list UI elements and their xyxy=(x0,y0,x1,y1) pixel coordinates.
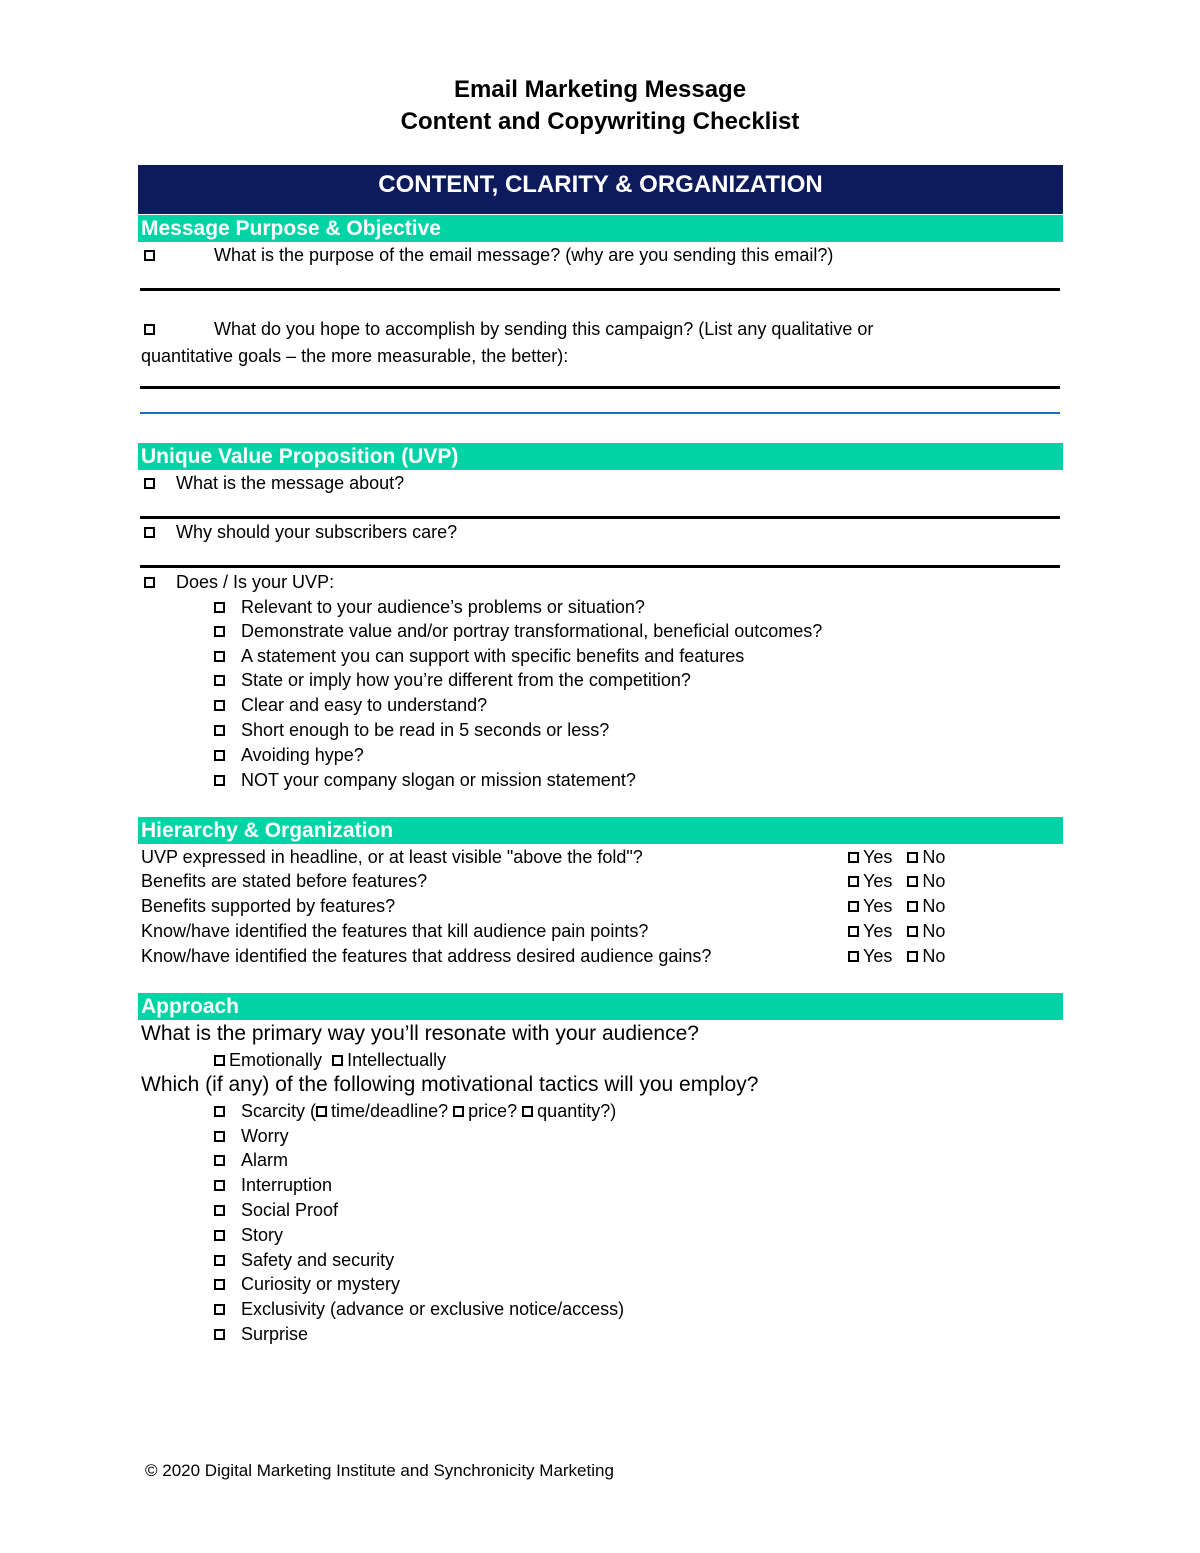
purpose-q2-item xyxy=(144,317,873,341)
checkbox[interactable] xyxy=(144,527,155,538)
uvp-subitem xyxy=(214,743,364,767)
answer-line xyxy=(140,288,1060,291)
uvp-heading: Unique Value Proposition (UVP) xyxy=(138,443,1063,470)
checkbox[interactable] xyxy=(214,725,225,736)
uvp-subitem xyxy=(214,644,744,668)
section-banner: CONTENT, CLARITY & ORGANIZATION xyxy=(138,165,1063,214)
option-intellectually: Intellectually xyxy=(347,1050,447,1070)
approach-q1-text: What is the primary way you’ll resonate with your audience? xyxy=(141,1022,699,1045)
tactic-item xyxy=(214,1124,289,1148)
uvp-subitem xyxy=(214,668,691,692)
hierarchy-row-text: Benefits supported by features? xyxy=(141,896,396,916)
checkbox[interactable] xyxy=(453,1106,464,1117)
yes-checkbox[interactable] xyxy=(848,852,859,863)
yes-checkbox[interactable] xyxy=(848,951,859,962)
hierarchy-row-text: Know/have identified the features that address desired audience gains? xyxy=(141,946,712,966)
hierarchy-row-text: Benefits are stated before features? xyxy=(141,871,428,891)
uvp-q3-item xyxy=(144,570,334,594)
yes-label: Yes xyxy=(863,871,893,891)
checkbox[interactable] xyxy=(144,324,155,335)
document-title-line1: Email Marketing Message xyxy=(453,76,747,103)
checkbox[interactable] xyxy=(316,1106,327,1117)
tactic-item xyxy=(214,1248,394,1272)
tactic-item xyxy=(214,1322,308,1346)
checkbox[interactable] xyxy=(214,1131,225,1142)
uvp-q3-text: Does / Is your UVP: xyxy=(176,572,335,592)
uvp-subitem xyxy=(214,693,487,717)
document-title-line2: Content and Copywriting Checklist xyxy=(400,108,800,135)
uvp-q2-text: Why should your subscribers care? xyxy=(176,522,458,542)
uvp-subitem xyxy=(214,768,636,792)
checkbox[interactable] xyxy=(214,626,225,637)
tactic-text: Surprise xyxy=(241,1324,309,1344)
yes-checkbox[interactable] xyxy=(848,901,859,912)
tactic-text: Alarm xyxy=(241,1150,289,1170)
hierarchy-heading: Hierarchy & Organization xyxy=(138,817,1063,844)
checkbox[interactable] xyxy=(332,1055,343,1066)
no-label: No xyxy=(922,896,946,916)
yes-checkbox[interactable] xyxy=(848,926,859,937)
checkbox[interactable] xyxy=(214,1055,225,1066)
uvp-subitem-text: Demonstrate value and/or portray transformational, beneficial outcomes? xyxy=(241,621,823,641)
purpose-heading: Message Purpose & Objective xyxy=(138,215,1063,242)
blue-separator xyxy=(140,412,1060,414)
tactic-text: Safety and security xyxy=(241,1250,395,1270)
checkbox[interactable] xyxy=(214,1106,225,1117)
tactic-item-scarcity xyxy=(214,1099,616,1123)
uvp-subitem xyxy=(214,595,645,619)
approach-q2-text: Which (if any) of the following motivational tactics will you employ? xyxy=(141,1073,759,1096)
no-checkbox[interactable] xyxy=(907,852,918,863)
checkbox[interactable] xyxy=(214,1155,225,1166)
checkbox[interactable] xyxy=(214,602,225,613)
checkbox[interactable] xyxy=(522,1106,533,1117)
tactic-item xyxy=(214,1223,283,1247)
checkbox[interactable] xyxy=(214,1255,225,1266)
answer-line xyxy=(140,516,1060,519)
uvp-subitem xyxy=(214,718,609,742)
purpose-q2-text: What do you hope to accomplish by sending this campaign? (List any qualitative or xyxy=(214,319,874,339)
uvp-q1-text: What is the message about? xyxy=(176,473,405,493)
purpose-q1-item xyxy=(144,243,833,267)
uvp-q1-item xyxy=(144,471,404,495)
uvp-subitem-text: NOT your company slogan or mission statement? xyxy=(241,770,636,790)
purpose-q2-text-cont: quantitative goals – the more measurable, the better): xyxy=(141,346,569,366)
checkbox[interactable] xyxy=(214,1205,225,1216)
yes-checkbox[interactable] xyxy=(848,876,859,887)
checkbox[interactable] xyxy=(214,651,225,662)
tactic-item xyxy=(214,1297,624,1321)
uvp-subitem-text: Short enough to be read in 5 seconds or less? xyxy=(241,720,610,740)
scarcity-option-text: time/deadline? xyxy=(331,1101,449,1121)
checkbox[interactable] xyxy=(214,1304,225,1315)
checkbox[interactable] xyxy=(214,700,225,711)
checkbox[interactable] xyxy=(214,750,225,761)
uvp-subitem xyxy=(214,619,822,643)
tactic-text: Curiosity or mystery xyxy=(241,1274,401,1294)
checkbox[interactable] xyxy=(214,1180,225,1191)
uvp-subitem-text: State or imply how you’re different from the competition? xyxy=(241,670,691,690)
yes-no-choice xyxy=(848,894,945,918)
uvp-subitem-text: Clear and easy to understand? xyxy=(241,695,488,715)
yes-no-choice xyxy=(848,869,945,893)
no-checkbox[interactable] xyxy=(907,901,918,912)
yes-label: Yes xyxy=(863,896,893,916)
no-label: No xyxy=(922,871,946,891)
checkbox[interactable] xyxy=(214,1230,225,1241)
answer-line xyxy=(140,386,1060,389)
yes-label: Yes xyxy=(863,921,893,941)
yes-no-choice xyxy=(848,845,945,869)
scarcity-option-text: price? xyxy=(468,1101,518,1121)
no-checkbox[interactable] xyxy=(907,951,918,962)
uvp-subitem-text: Avoiding hype? xyxy=(241,745,364,765)
answer-line xyxy=(140,565,1060,568)
tactic-item xyxy=(214,1272,400,1296)
checkbox[interactable] xyxy=(214,1279,225,1290)
uvp-subitem-text: A statement you can support with specific benefits and features xyxy=(241,646,745,666)
checkbox[interactable] xyxy=(214,675,225,686)
yes-label: Yes xyxy=(863,946,893,966)
no-label: No xyxy=(922,847,946,867)
tactic-item xyxy=(214,1173,332,1197)
uvp-q2-item xyxy=(144,520,457,544)
tactic-item xyxy=(214,1148,288,1172)
tactic-text: Worry xyxy=(241,1126,289,1146)
no-checkbox[interactable] xyxy=(907,926,918,937)
scarcity-option-text: quantity?) xyxy=(537,1101,617,1121)
purpose-q1-text: What is the purpose of the email message? (why are you sending this email?) xyxy=(214,245,834,265)
hierarchy-row-text: UVP expressed in headline, or at least visible "above the fold"? xyxy=(141,847,643,867)
yes-label: Yes xyxy=(863,847,893,867)
checkbox[interactable] xyxy=(214,1329,225,1340)
tactic-text: Interruption xyxy=(241,1175,333,1195)
checkbox[interactable] xyxy=(214,775,225,786)
no-label: No xyxy=(922,921,946,941)
approach-heading: Approach xyxy=(138,993,1063,1020)
tactic-text: Story xyxy=(241,1225,284,1245)
checkbox[interactable] xyxy=(144,478,155,489)
approach-options xyxy=(214,1048,446,1072)
tactic-item xyxy=(214,1198,338,1222)
tactic-text: Scarcity ( xyxy=(241,1101,317,1121)
tactic-text: Social Proof xyxy=(241,1200,339,1220)
option-emotionally: Emotionally xyxy=(229,1050,323,1070)
yes-no-choice xyxy=(848,919,945,943)
hierarchy-row-text: Know/have identified the features that kill audience pain points? xyxy=(141,921,649,941)
no-label: No xyxy=(922,946,946,966)
yes-no-choice xyxy=(848,944,945,968)
copyright-footer: © 2020 Digital Marketing Institute and Synchronicity Marketing xyxy=(145,1461,614,1480)
checkbox[interactable] xyxy=(144,250,155,261)
checkbox[interactable] xyxy=(144,577,155,588)
tactic-text: Exclusivity (advance or exclusive notice/access) xyxy=(241,1299,625,1319)
uvp-subitem-text: Relevant to your audience’s problems or situation? xyxy=(241,597,645,617)
no-checkbox[interactable] xyxy=(907,876,918,887)
